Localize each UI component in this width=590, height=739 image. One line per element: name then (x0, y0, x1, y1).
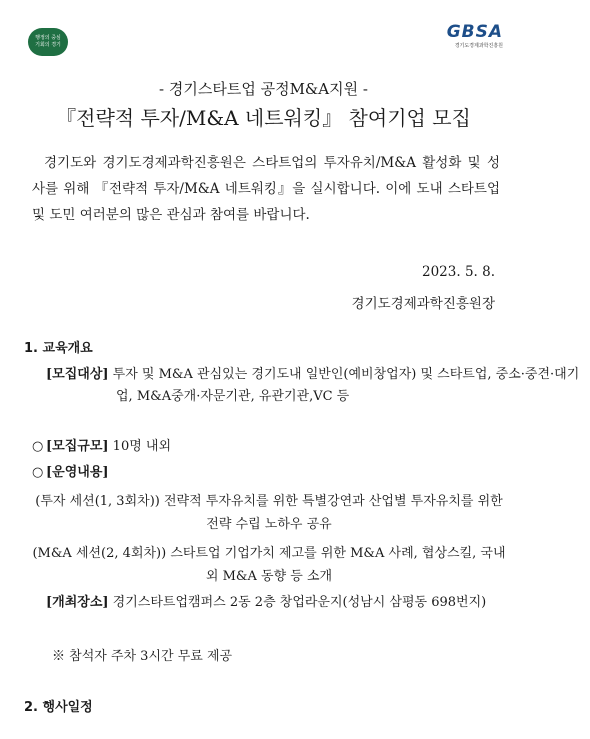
bullet-circle (32, 592, 46, 614)
parking-note: ※ 참석자 주차 3시간 무료 제공 (52, 649, 233, 664)
venue-text: 경기스타트업캠퍼스 2동 2층 창업라운지(성남시 삼평동 698번지) (108, 595, 487, 610)
doc-title: 『전략적 투자/M&A 네트워킹』 참여기업 모집 (56, 106, 471, 130)
recruit-scale-text: 10명 내외 (108, 439, 172, 454)
bullet-circle: ○ (32, 439, 44, 454)
intro-paragraph: 경기도와 경기도경제과학진흥원은 스타트업의 투자유치/M&A 활성화 및 성사를 위해 『전략적 투자/M&A 네트워킹』을 실시합니다. 이에 도내 스타트업 및 도민 여러분의 많은 관심과 참여를 바랍니다. (32, 155, 500, 223)
investment-session-desc: (투자 세션(1, 3회차)) 전략적 투자유치를 위한 특별강연과 산업별 투자유치를 위한 전략 수립 노하우 공유 (35, 494, 503, 532)
section-1-heading: 1. 교육개요 (24, 341, 93, 356)
venue-label: [개최장소] (46, 595, 109, 610)
recruit-target-label: [모집대상] (46, 367, 109, 382)
gyeonggi-logo (28, 28, 68, 56)
doc-subtitle: - 경기스타트업 공정M&A지원 - (159, 80, 368, 98)
gbsa-logo (447, 22, 503, 50)
operation-content-label: [운영내용] (46, 465, 109, 480)
gbsa-logo-mark: GBSA (446, 22, 503, 42)
recruit-target-text: 투자 및 M&A 관심있는 경기도내 일반인(예비창업자) 및 스타트업, 중소·중견·대기업, M&A중개·자문기관, 유관기관,VC 등 (108, 367, 580, 404)
logo-line-2: 기회의 경기 (35, 42, 61, 48)
bullet-circle: ○ (32, 465, 44, 480)
operation-content-item (32, 462, 506, 484)
bullet-circle (32, 364, 46, 386)
gbsa-logo-sub: 경기도경제과학진흥원 (454, 43, 503, 49)
recruit-scale-item (32, 436, 506, 458)
recruit-target-item (32, 364, 590, 408)
recruit-scale-label: [모집규모] (46, 439, 109, 454)
doc-date: 2023. 5. 8. (422, 264, 495, 280)
section-2-heading: 2. 행사일정 (24, 700, 93, 715)
venue-item (32, 592, 590, 614)
logo-line-1: 행정의 중심 (35, 35, 61, 41)
doc-organization: 경기도경제과학진흥원장 (351, 296, 495, 312)
ma-session-desc: (M&A 세션(2, 4회차)) 스타트업 기업가치 제고를 위한 M&A 사례, 협상스킬, 국내외 M&A 동향 등 소개 (32, 546, 506, 584)
